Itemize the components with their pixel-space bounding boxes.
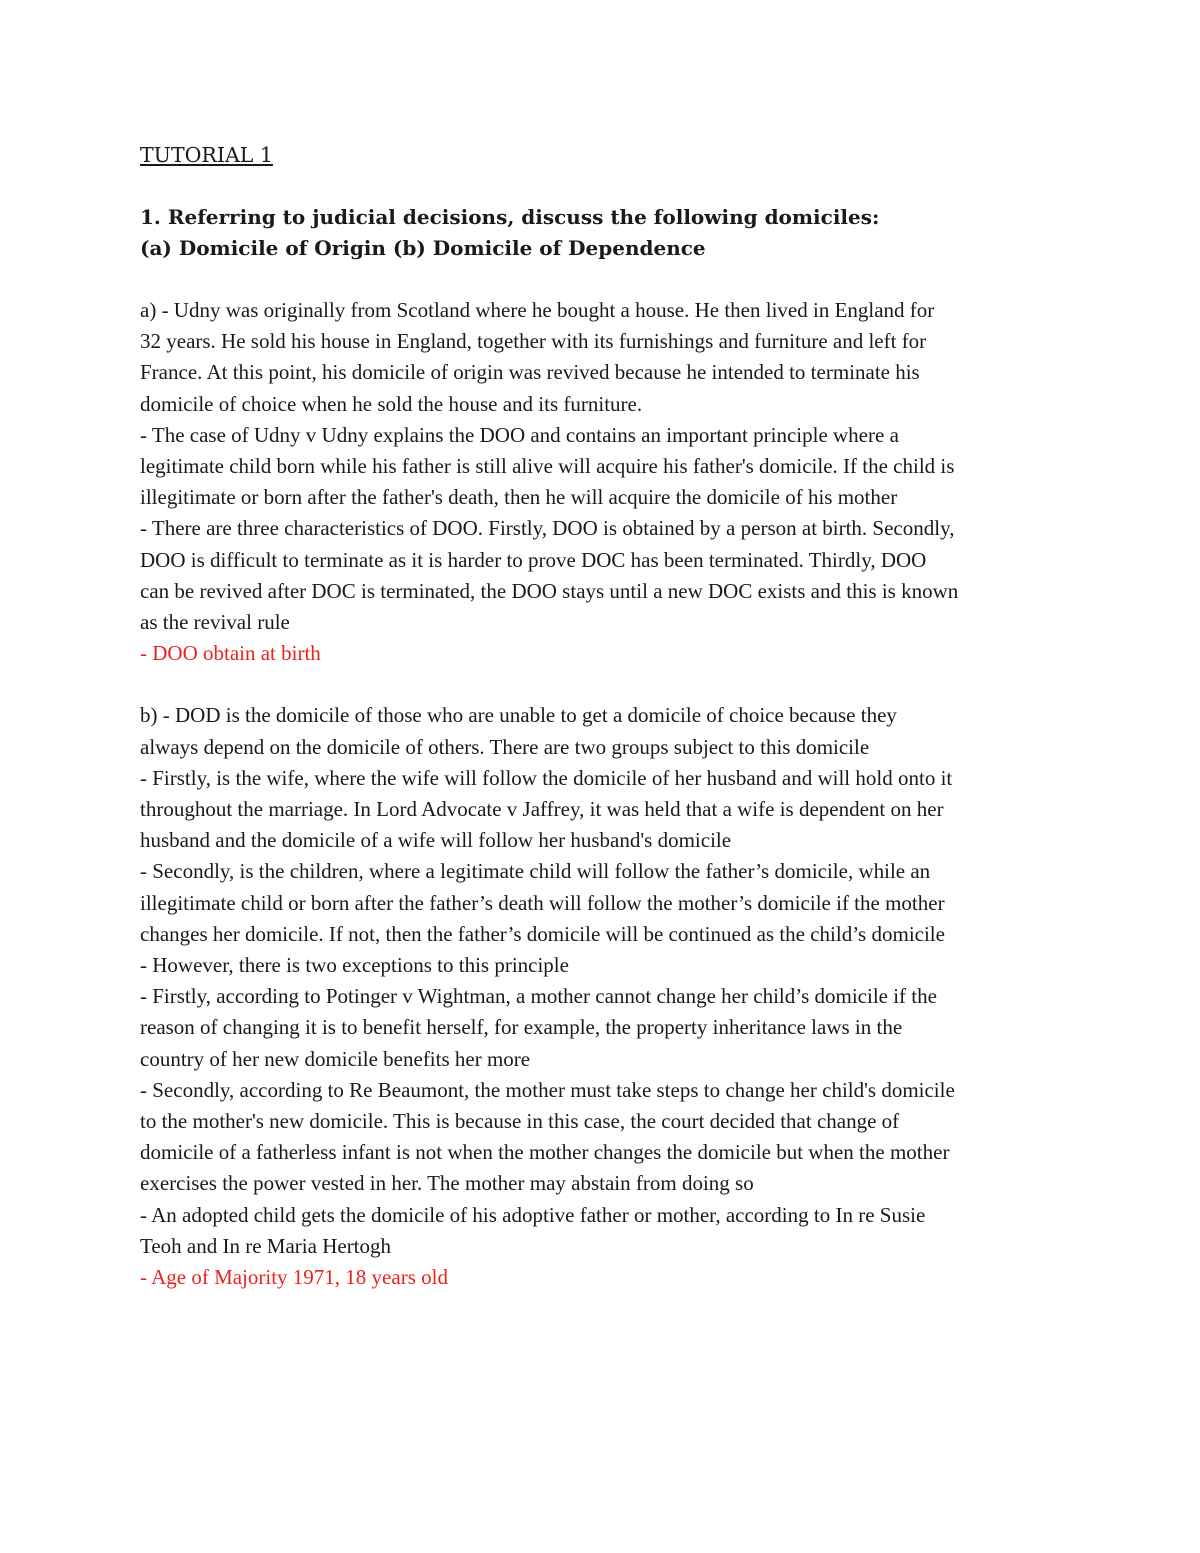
- answer-a-line: domicile of choice when he sold the house and its furniture.: [140, 391, 643, 416]
- page-title: TUTORIAL 1: [140, 143, 273, 167]
- answer-b-line: - Firstly, according to Potinger v Wightman, a mother cannot change her child’s domicile if the: [140, 984, 937, 1009]
- answer-b-line: husband and the domicile of a wife will follow her husband's domicile: [140, 828, 732, 853]
- answer-b-line: reason of changing it is to benefit herself, for example, the property inheritance laws in the: [140, 1015, 903, 1040]
- answer-a-line: illegitimate or born after the father's death, then he will acquire the domicile of his mother: [140, 485, 898, 510]
- answer-a-line: - The case of Udny v Udny explains the DOO and contains an important principle where a: [140, 422, 899, 447]
- answer-b-line: exercises the power vested in her. The mother may abstain from doing so: [140, 1171, 754, 1196]
- answer-b-line: always depend on the domicile of others. There are two groups subject to this domicile: [140, 734, 870, 759]
- question-line: 1. Referring to judicial decisions, discuss the following domiciles:: [140, 205, 880, 229]
- answer-a-line: a) - Udny was originally from Scotland where he bought a house. He then lived in England for: [140, 298, 935, 322]
- document-page: [140, 140, 1065, 1293]
- answer-a-section: [140, 295, 1065, 669]
- answer-a-line: DOO is difficult to terminate as it is harder to prove DOC has been terminated. Thirdly, DOO: [140, 547, 927, 572]
- answer-b-section: [140, 700, 1065, 1293]
- answer-a-line: 32 years. He sold his house in England, together with its furnishings and furniture and left for: [140, 329, 927, 354]
- answer-b-line: - An adopted child gets the domicile of his adoptive father or mother, according to In re Susie: [140, 1202, 926, 1227]
- answer-b-line: illegitimate child or born after the father’s death will follow the mother’s domicile if the mother: [140, 890, 945, 915]
- answer-b-line: Teoh and In re Maria Hertogh: [140, 1233, 392, 1258]
- spacer: [140, 669, 1065, 700]
- answer-b-line: b) - DOD is the domicile of those who are unable to get a domicile of choice because they: [140, 703, 897, 728]
- answer-a-line: can be revived after DOC is terminated, the DOO stays until a new DOC exists and this is known: [140, 578, 959, 603]
- note-b: - Age of Majority 1971, 18 years old: [140, 1265, 448, 1290]
- answer-a-line: legitimate child born while his father is still alive will acquire his father's domicile. If the child is: [140, 454, 955, 479]
- answer-b-line: throughout the marriage. In Lord Advocate v Jaffrey, it was held that a wife is dependent on her: [140, 797, 944, 822]
- answer-b-line: changes her domicile. If not, then the father’s domicile will be continued as the child’s domicile: [140, 921, 945, 946]
- question-line: (a) Domicile of Origin (b) Domicile of Dependence: [140, 236, 706, 260]
- answer-a-line: France. At this point, his domicile of origin was revived because he intended to terminate his: [140, 360, 920, 385]
- answer-b-line: country of her new domicile benefits her more: [140, 1046, 531, 1071]
- note-a: - DOO obtain at birth: [140, 641, 321, 666]
- spacer: [140, 264, 1065, 295]
- answer-b-line: - However, there is two exceptions to this principle: [140, 953, 569, 978]
- answer-a-line: as the revival rule: [140, 610, 290, 635]
- answer-b-line: - Firstly, is the wife, where the wife will follow the domicile of her husband and will hold onto it: [140, 765, 953, 790]
- answer-b-line: domicile of a fatherless infant is not when the mother changes the domicile but when the mother: [140, 1140, 950, 1165]
- spacer: [140, 171, 1065, 202]
- answer-b-line: - Secondly, is the children, where a legitimate child will follow the father’s domicile, while an: [140, 859, 931, 884]
- answer-b-line: to the mother's new domicile. This is because in this case, the court decided that change of: [140, 1109, 900, 1134]
- answer-b-line: - Secondly, according to Re Beaumont, the mother must take steps to change her child's domicile: [140, 1077, 955, 1102]
- answer-a-line: - There are three characteristics of DOO. Firstly, DOO is obtained by a person at birth. Secondly,: [140, 516, 955, 541]
